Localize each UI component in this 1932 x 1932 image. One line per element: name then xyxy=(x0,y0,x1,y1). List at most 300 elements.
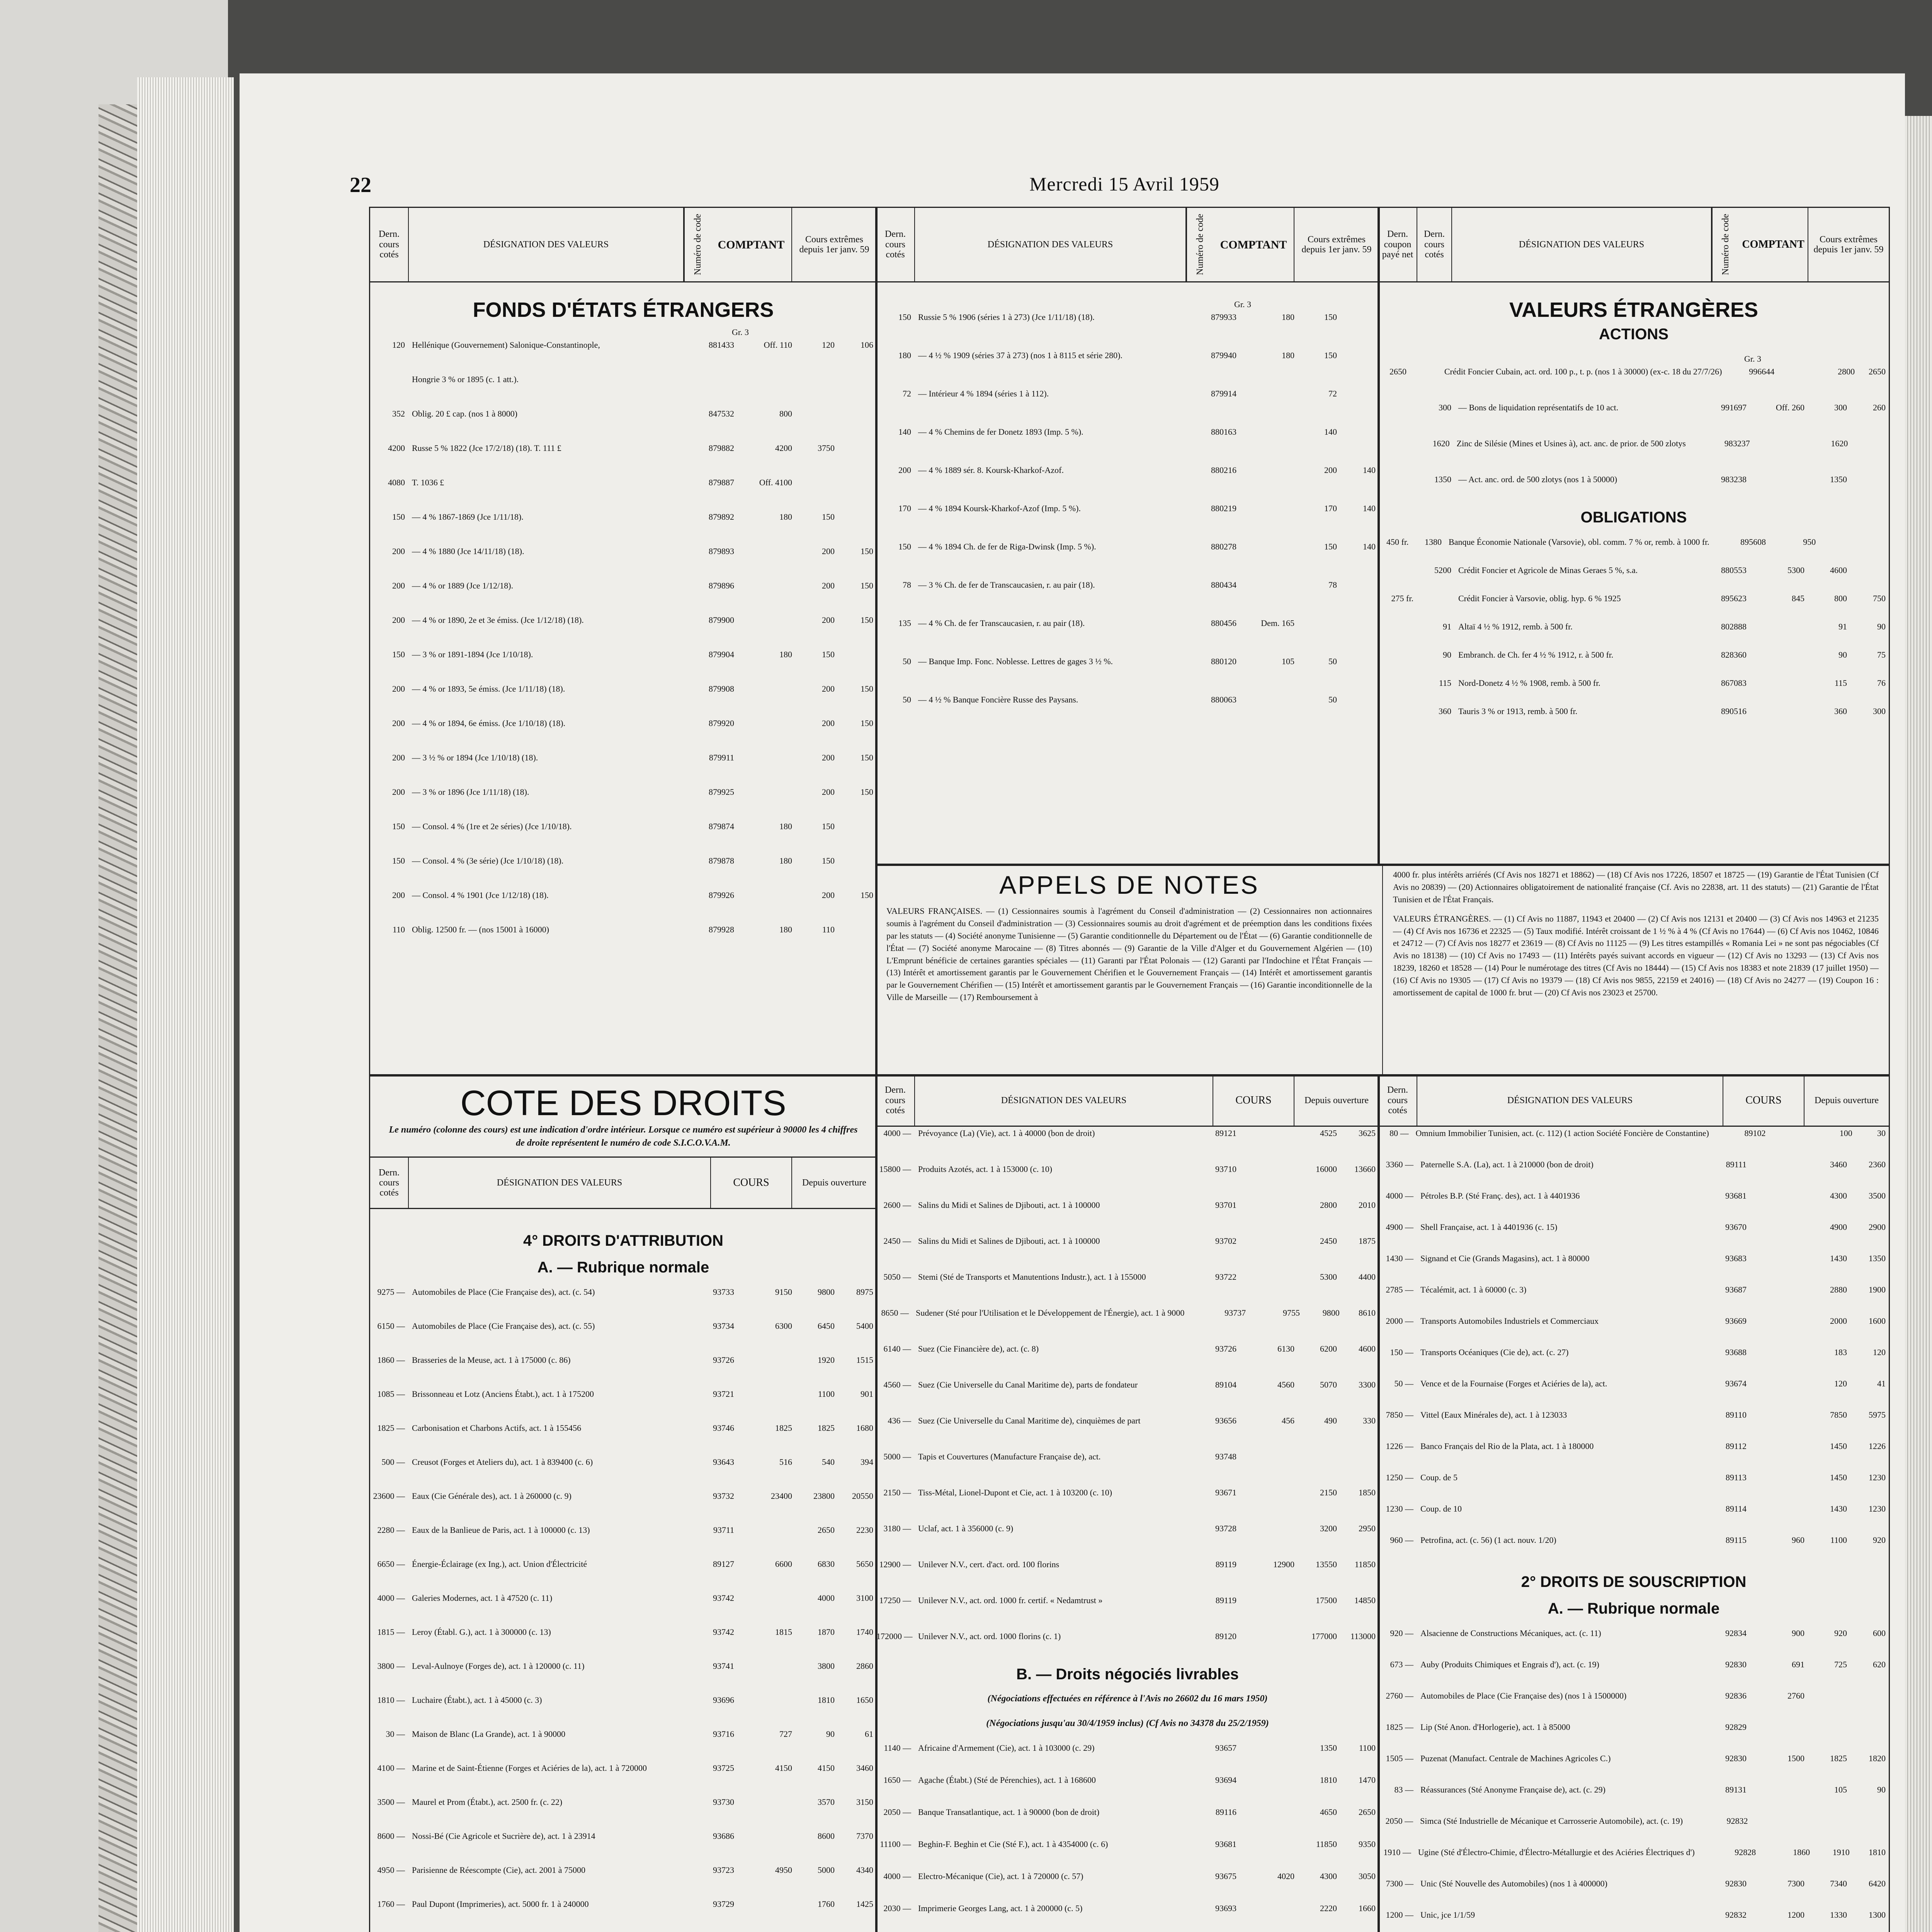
code-cell: 93710 xyxy=(1215,1164,1236,1174)
comptant-cell: Off. 260 xyxy=(1776,403,1804,412)
designation-cell: — 4 ½ % Banque Foncière Russe des Paysans. xyxy=(918,695,1078,704)
dern-cours-cell: 91 xyxy=(1443,622,1451,631)
designation-cell: Sudener (Sté pour l'Utilisation et le Développement de l'Énergie), act. 1 à 9000 xyxy=(915,1308,1185,1318)
table-row xyxy=(1379,1815,1889,1827)
plus-bas-cell: 5975 xyxy=(1869,1410,1886,1420)
designation-cell: Hongrie 3 % or 1895 (c. 1 att.). xyxy=(412,374,519,384)
plus-haut-cell: 360 xyxy=(1834,706,1847,716)
designation-cell: Luchaire (Étabt.), act. 1 à 45000 (c. 3) xyxy=(412,1695,542,1705)
code-cell: 828360 xyxy=(1721,650,1747,660)
designation-cell: Auby (Produits Chimiques et Engrais d'), act. (c. 19) xyxy=(1420,1660,1599,1669)
designation-cell: Ugine (Sté d'Électro-Chimie, d'Électro-Métallurgie et des Aciéries Électriques d') xyxy=(1418,1847,1695,1857)
dern-cours-cell: 4950 — xyxy=(377,1865,405,1875)
dern-cours-cell: 50 xyxy=(903,695,911,704)
dern-cours-cell: 172000 — xyxy=(876,1631,913,1641)
plus-haut-cell xyxy=(792,373,835,386)
notes-etrangeres: VALEURS ÉTRANGÈRES. — (1) Cf Avis no 11887, 11943 et 20400 — (2) Cf Avis nos 12131 et 20400 — (3) Cf Avis nos 14963 et 21235 — (4) Cf Avis nos 16736 et 22325 — (5) Taux modifié. Intérêt croissant de 1 ½ % à 4 % (Cf Avis no 17644) — (6) Cf Avis nos 10462, 10846 et 24712 — (7) Cf Avis nos 18277 et 23619 — (8) Cf Avis no 11125 — (9) Les titres estampillés « Romania Lei » ne sont pas négociables (Cf Avis no 18138) — (10) Cf Avis no 17493 — (11) Intérêts payés suivant accords en vigueur — (12) Cf Avis no 13293 — (13) Cf Avis nos 18239, 18260 et 18528 — (14) Pour le numérotage des titres (Cf Avis no 18444) — (15) Cf Avis nos 18383 et note 21839 (17 juillet 1950) — (16) Cf Avis no 19305 — (17) Cf Avis no 19379 — (18) Cf Avis nos 9855, 22159 et 24016) — (18) Cf Avis no 24277 — (19) Coupon 16 : amortissement de capital de 1000 fr. brut — (20) Cf Avis nos 23023 et 25700. xyxy=(1393,913,1879,998)
group-label xyxy=(1379,352,1889,365)
designation-cell: Brasseries de la Meuse, act. 1 à 175000 (c. 86) xyxy=(412,1355,571,1365)
code-cell: 991697 xyxy=(1721,403,1747,412)
code-cell: 92830 xyxy=(1725,1879,1747,1888)
rows xyxy=(370,338,876,936)
plus-bas-cell: 1300 xyxy=(1869,1910,1886,1920)
plus-haut-cell: 200 xyxy=(822,615,835,625)
comptant-cell xyxy=(1747,1346,1804,1359)
plus-bas-cell xyxy=(835,854,876,867)
plus-bas-cell: 330 xyxy=(1363,1416,1376,1425)
designation-cell: — 3 % or 1891-1894 (Jce 1/10/18). xyxy=(412,650,533,659)
designation-cell: Lip (Sté Anon. d'Horlogerie), act. 1 à 85000 xyxy=(1420,1722,1570,1732)
comptant-cell xyxy=(1236,1806,1294,1818)
plus-bas-cell: 1100 xyxy=(1359,1743,1376,1753)
plus-bas-cell: 3050 xyxy=(1359,1871,1376,1881)
designation-cell: Agache (Étabt.) (Sté de Pérenchies), act. 1 à 168600 xyxy=(918,1775,1096,1785)
header-designation: DÉSIGNATION DES VALEURS xyxy=(915,1075,1213,1126)
designation-cell: Stemi (Sté de Transports et Manutentions Industr.), act. 1 à 155000 xyxy=(918,1272,1146,1282)
designation-cell: Leroy (Établ. G.), act. 1 à 300000 (c. 13) xyxy=(412,1627,551,1637)
plus-haut-cell: 200 xyxy=(1324,465,1337,475)
designation-cell: Paul Dupont (Imprimeries), act. 5000 fr. 1 à 240000 xyxy=(412,1899,589,1909)
plus-haut-cell: 1810 xyxy=(818,1695,835,1705)
plus-haut-cell: 4000 xyxy=(818,1593,835,1603)
comptant-cell xyxy=(1236,1199,1294,1211)
code-cell: 93741 xyxy=(713,1661,734,1671)
comptant-cell: Off. 4100 xyxy=(759,478,792,487)
plus-bas-cell: 20550 xyxy=(852,1491,873,1501)
designation-cell: Prévoyance (La) (Vie), act. 1 à 40000 (bon de droit) xyxy=(918,1128,1095,1138)
header-extremes: Cours extrêmes depuis 1er janv. 59 xyxy=(799,234,869,255)
table-row xyxy=(1379,1502,1889,1515)
code-cell: 89121 xyxy=(1215,1128,1236,1138)
plus-haut-cell: 183 xyxy=(1834,1347,1847,1357)
code-cell: 93725 xyxy=(713,1763,734,1773)
group-text: Gr. 3 xyxy=(1744,354,1761,364)
comptant-cell: 800 xyxy=(779,409,792,418)
comptant-cell xyxy=(1236,1450,1294,1463)
dern-cours-cell: 2000 — xyxy=(1386,1316,1413,1326)
designation-cell: Unic (Sté Nouvelle des Automobiles) (nos 1 à 400000) xyxy=(1420,1879,1607,1888)
code-cell: 879908 xyxy=(709,684,734,694)
dern-cours-cell: 6650 — xyxy=(377,1559,405,1569)
dern-cours-cell: 1085 — xyxy=(377,1389,405,1399)
plus-bas-cell xyxy=(835,442,876,454)
foreign-state-funds-table xyxy=(369,207,878,1077)
comptant-cell xyxy=(734,579,792,592)
plus-haut-cell xyxy=(1804,1721,1847,1733)
plus-haut-cell: 200 xyxy=(822,753,835,762)
plus-bas-cell xyxy=(835,820,876,833)
comptant-cell: Dem. 165 xyxy=(1261,618,1294,628)
section-attribution: 4° DROITS D'ATTRIBUTION xyxy=(523,1232,724,1250)
designation-cell: Hellénique (Gouvernement) Salonique-Constantinople, xyxy=(412,340,600,350)
group-label xyxy=(370,326,876,338)
dern-cours-cell: 200 xyxy=(898,465,911,475)
table-row xyxy=(876,578,1379,591)
comptant-cell xyxy=(734,1830,792,1842)
droits-middle-table xyxy=(875,1074,1380,1932)
plus-bas-cell: 1230 xyxy=(1869,1504,1886,1514)
plus-bas-cell: 2650 xyxy=(1869,367,1886,376)
table-row xyxy=(1379,1534,1889,1546)
table-row xyxy=(370,717,876,730)
plus-bas-cell xyxy=(1337,617,1379,629)
table-row xyxy=(1379,1783,1889,1796)
comptant-cell: 691 xyxy=(1792,1660,1804,1669)
comptant-cell xyxy=(1747,620,1804,633)
table-row xyxy=(876,425,1379,438)
comptant-cell xyxy=(734,1592,792,1604)
table-row xyxy=(1379,437,1889,450)
designation-cell: Crédit Foncier à Varsovie, oblig. hyp. 6 % 1925 xyxy=(1458,594,1621,603)
plus-bas-cell: 150 xyxy=(861,753,873,762)
foreign-securities-table xyxy=(1378,207,1890,866)
designation-cell: — Consol. 4 % 1901 (Jce 1/12/18) (18). xyxy=(412,890,549,900)
plus-haut-cell: 5300 xyxy=(1320,1272,1337,1282)
plus-bas-cell: 8975 xyxy=(856,1287,873,1297)
dern-cours-cell: 1380 xyxy=(1424,537,1442,547)
plus-bas-cell xyxy=(1847,1721,1889,1733)
header-designation: DÉSIGNATION DES VALEURS xyxy=(1417,1075,1723,1126)
rows xyxy=(1379,1127,1889,1546)
comptant-cell: 180 xyxy=(779,821,792,831)
code-cell: 879928 xyxy=(709,925,734,934)
dern-cours-cell: 83 — xyxy=(1394,1785,1413,1794)
table-row xyxy=(876,1838,1379,1850)
designation-cell: — Act. anc. ord. de 500 zlotys (nos 1 à 50000) xyxy=(1458,474,1617,484)
dern-cours-cell: 300 xyxy=(1439,403,1451,412)
dern-cours-cell: 150 xyxy=(392,512,405,522)
table-row xyxy=(370,1660,876,1672)
comptant-cell: 6300 xyxy=(775,1321,792,1331)
notes-title: APPELS DE NOTES xyxy=(999,871,1259,899)
plus-haut-cell: 200 xyxy=(822,546,835,556)
dern-cours-cell: 1250 — xyxy=(1386,1473,1413,1482)
designation-cell: Crédit Foncier et Agricole de Minas Geraes 5 %, s.a. xyxy=(1458,565,1638,575)
plus-haut-cell: 150 xyxy=(1324,542,1337,551)
plus-bas-cell: 3150 xyxy=(856,1797,873,1807)
plus-bas-cell: 6420 xyxy=(1869,1879,1886,1888)
designation-cell: Puzenat (Manufact. Centrale de Machines Agricoles C.) xyxy=(1420,1753,1611,1763)
designation-cell: — 4 % Ch. de fer Transcaucasien, r. au pair (18). xyxy=(918,618,1085,628)
designation-cell: Produits Azotés, act. 1 à 153000 (c. 10) xyxy=(918,1164,1053,1174)
dern-cours-cell: 4200 xyxy=(388,443,405,453)
code-cell: 93730 xyxy=(713,1797,734,1807)
plus-bas-cell: 11850 xyxy=(1354,1560,1376,1569)
table-row xyxy=(1379,1189,1889,1202)
table-row xyxy=(1379,1252,1889,1265)
plus-bas-cell: 1680 xyxy=(856,1423,873,1433)
plus-haut-cell: 105 xyxy=(1834,1785,1847,1794)
table-row xyxy=(370,889,876,901)
dern-cours-cell: 8650 — xyxy=(881,1308,909,1318)
plus-haut-cell: 1430 xyxy=(1830,1504,1847,1514)
code-cell: 880434 xyxy=(1211,580,1236,590)
designation-cell: Crédit Foncier Cubain, act. ord. 100 p., t. p. (nos 1 à 30000) (ex-c. 18 du 27/7/26) xyxy=(1444,367,1722,376)
designation-cell: Altaï 4 ½ % 1912, remb. à 500 fr. xyxy=(1458,622,1573,631)
table-row xyxy=(1379,473,1889,486)
plus-bas-cell xyxy=(1337,425,1379,438)
dern-cours-cell: 436 — xyxy=(888,1416,911,1425)
page-number: 22 xyxy=(350,173,371,197)
table-header xyxy=(876,1075,1379,1127)
comptant-cell xyxy=(734,717,792,730)
comptant-cell xyxy=(1236,578,1294,591)
dern-cours-cell: 2050 — xyxy=(883,1807,911,1817)
dern-cours-cell: 12900 — xyxy=(879,1560,911,1569)
plus-haut-cell: 1450 xyxy=(1830,1441,1847,1451)
table-row xyxy=(370,1354,876,1366)
table-row xyxy=(370,1490,876,1502)
code-cell: 89119 xyxy=(1215,1560,1236,1569)
designation-cell: Brissonneau et Lotz (Anciens Étabt.), act. 1 à 175200 xyxy=(412,1389,594,1399)
code-cell: 983237 xyxy=(1724,439,1750,448)
plus-haut-cell: 4300 xyxy=(1830,1191,1847,1201)
comptant-cell: 4020 xyxy=(1277,1871,1294,1881)
plus-haut-cell: 200 xyxy=(822,890,835,900)
code-cell: 89115 xyxy=(1725,1535,1747,1545)
table-row xyxy=(1379,1877,1889,1890)
designation-cell: — 4 % 1867-1869 (Jce 1/11/18). xyxy=(412,512,524,522)
designation-cell: Salins du Midi et Salines de Djibouti, act. 1 à 100000 xyxy=(918,1200,1100,1210)
plus-haut-cell: 200 xyxy=(822,718,835,728)
comptant-cell: 900 xyxy=(1792,1628,1804,1638)
plus-haut-cell: 1620 xyxy=(1831,439,1848,448)
table-row xyxy=(876,1414,1379,1427)
code-cell: 880219 xyxy=(1211,503,1236,513)
table-row xyxy=(1379,620,1889,633)
plus-bas-cell: 14850 xyxy=(1354,1595,1376,1605)
table-row xyxy=(876,1127,1379,1139)
plus-bas-cell xyxy=(1337,1450,1379,1463)
plus-bas-cell: 76 xyxy=(1877,678,1886,688)
designation-cell: Nossi-Bé (Cie Agricole et Sucrière de), act. 1 à 23914 xyxy=(412,1831,595,1841)
dern-cours-cell: 150 xyxy=(392,821,405,831)
dern-cours-cell: 17250 — xyxy=(879,1595,911,1605)
comptant-cell xyxy=(1747,1315,1804,1327)
plus-bas-cell: 1600 xyxy=(1869,1316,1886,1326)
section-b-note: (Négociations effectuées en référence à l'Avis no 26602 du 16 mars 1950) xyxy=(987,1694,1268,1704)
plus-bas-cell: 30 xyxy=(1877,1128,1886,1138)
dern-cours-cell: 1505 — xyxy=(1386,1753,1413,1763)
dern-cours-cell: 1825 — xyxy=(377,1423,405,1433)
code-cell: 89104 xyxy=(1215,1380,1236,1389)
plus-haut-cell: 9800 xyxy=(818,1287,835,1297)
code-cell: 880278 xyxy=(1211,542,1236,551)
code-cell: 93669 xyxy=(1725,1316,1747,1326)
plus-bas-cell: 150 xyxy=(861,718,873,728)
designation-cell: Transports Océaniques (Cie de), act. (c. 27) xyxy=(1420,1347,1569,1357)
plus-haut-cell xyxy=(1804,1689,1847,1702)
comptant-cell xyxy=(1747,1783,1804,1796)
comptant-cell: 6600 xyxy=(775,1559,792,1569)
dern-cours-cell: 23600 — xyxy=(373,1491,405,1501)
comptant-cell xyxy=(734,1524,792,1536)
comptant-cell xyxy=(1236,1235,1294,1247)
designation-cell: Automobiles de Place (Cie Française des), act. (c. 55) xyxy=(412,1321,595,1331)
designation-cell: Parisienne de Réescompte (Cie), act. 2001 à 75000 xyxy=(412,1865,586,1875)
code-cell: 879933 xyxy=(1211,312,1236,322)
comptant-cell xyxy=(1747,677,1804,689)
designation-cell: Coup. de 5 xyxy=(1420,1473,1458,1482)
plus-bas-cell: 1350 xyxy=(1869,1253,1886,1263)
code-cell: 879887 xyxy=(709,478,734,487)
rows xyxy=(876,1127,1379,1643)
plus-haut-cell: 920 xyxy=(1834,1628,1847,1638)
designation-cell: Electro-Mécanique (Cie), act. 1 à 720000 (c. 57) xyxy=(918,1871,1083,1881)
code-cell: 879893 xyxy=(709,546,734,556)
dern-cours-cell: 9275 — xyxy=(377,1287,405,1297)
comptant-cell xyxy=(1236,1774,1294,1786)
code-cell: 89116 xyxy=(1215,1807,1236,1817)
code-cell: 89119 xyxy=(1215,1595,1236,1605)
dern-cours-cell xyxy=(1417,592,1454,605)
dern-cours-cell: 150 xyxy=(898,312,911,322)
table-row xyxy=(1379,1377,1889,1390)
comptant-cell xyxy=(1747,1471,1804,1484)
code-cell: 93693 xyxy=(1215,1903,1236,1913)
table-row xyxy=(1379,705,1889,718)
comptant-cell xyxy=(734,1898,792,1910)
dern-cours-cell: 150 xyxy=(392,650,405,659)
plus-haut-cell: 200 xyxy=(822,684,835,694)
rubrique-normale: A. — Rubrique normale xyxy=(537,1259,709,1276)
code-cell: 93681 xyxy=(1215,1839,1236,1849)
code-cell: 92828 xyxy=(1735,1847,1756,1857)
dern-cours-cell: 135 xyxy=(898,618,911,628)
dern-cours-cell xyxy=(1410,365,1440,378)
rows-souscription xyxy=(1379,1627,1889,1921)
designation-cell: Banque Transatlantique, act. 1 à 90000 (bon de droit) xyxy=(918,1807,1100,1817)
plus-bas-cell: 106 xyxy=(861,340,873,350)
table-row xyxy=(1379,592,1889,605)
header-extremes: Cours extrêmes depuis 1er janv. 59 xyxy=(1813,234,1884,255)
dern-cours-cell: 1810 — xyxy=(377,1695,405,1705)
code-cell: 93733 xyxy=(713,1287,734,1297)
plus-bas-cell: 7370 xyxy=(856,1831,873,1841)
plus-haut-cell: 1100 xyxy=(1830,1535,1847,1545)
comptant-cell: 516 xyxy=(779,1457,792,1467)
designation-cell: — 4 % or 1890, 2e et 3e émiss. (Jce 1/12/18) (18). xyxy=(412,615,584,625)
header-comptant: COMPTANT xyxy=(1213,208,1294,281)
comptant-cell xyxy=(1236,1630,1294,1643)
code-cell: 93687 xyxy=(1725,1285,1747,1294)
comptant-cell xyxy=(1748,1815,1805,1827)
plus-haut-cell: 3800 xyxy=(818,1661,835,1671)
coupon-cell xyxy=(1379,648,1417,661)
plus-haut-cell xyxy=(792,476,835,489)
dern-cours-cell: 200 xyxy=(392,546,405,556)
table-row xyxy=(1379,1127,1889,1139)
plus-haut-cell: 1760 xyxy=(818,1899,835,1909)
table-row xyxy=(876,311,1379,323)
comptant-cell: 4950 xyxy=(775,1865,792,1875)
code-cell: 89113 xyxy=(1725,1473,1747,1482)
code-cell: 93742 xyxy=(713,1593,734,1603)
header-cours: COURS xyxy=(1723,1075,1804,1126)
plus-bas-cell: 1820 xyxy=(1869,1753,1886,1763)
code-cell: 879940 xyxy=(1211,350,1236,360)
table-row xyxy=(370,1320,876,1332)
designation-cell: Eaux (Cie Générale des), act. 1 à 260000 (c. 9) xyxy=(412,1491,571,1501)
plus-haut-cell: 490 xyxy=(1324,1416,1337,1425)
dern-cours-cell: 1226 — xyxy=(1386,1441,1413,1451)
comptant-cell: 4200 xyxy=(775,443,792,453)
comptant-cell: Off. 110 xyxy=(764,340,792,350)
plus-bas-cell: 90 xyxy=(1877,622,1886,631)
designation-cell: Salins du Midi et Salines de Djibouti, act. 1 à 100000 xyxy=(918,1236,1100,1246)
designation-cell: Vence et de la Fournaise (Forges et Aciéries de la), act. xyxy=(1420,1379,1607,1388)
plus-bas-cell: 140 xyxy=(1363,542,1376,551)
plus-bas-cell: 120 xyxy=(1873,1347,1886,1357)
code-cell: 93711 xyxy=(713,1525,734,1535)
group-label xyxy=(876,298,1379,311)
plus-bas-cell: 1470 xyxy=(1359,1775,1376,1785)
dern-cours-cell: 352 xyxy=(392,409,405,418)
table-header xyxy=(1379,1075,1889,1127)
plus-haut-cell: 800 xyxy=(1834,594,1847,603)
plus-bas-cell: 8610 xyxy=(1359,1308,1376,1318)
plus-bas-cell: 150 xyxy=(861,581,873,590)
table-row xyxy=(876,387,1379,400)
plus-bas-cell xyxy=(1847,1815,1889,1827)
table-row xyxy=(1379,1440,1889,1452)
plus-bas-cell xyxy=(835,648,876,661)
dern-cours-cell: 140 xyxy=(898,427,911,437)
designation-cell: — Bons de liquidation représentatifs de 10 act. xyxy=(1458,403,1619,412)
plus-haut-cell: 2800 xyxy=(1838,367,1855,376)
dern-cours-cell xyxy=(370,373,408,386)
table-row xyxy=(1379,564,1889,577)
designation-cell: — 4 % Chemins de fer Donetz 1893 (Imp. 5 %). xyxy=(918,427,1083,437)
plus-bas-cell: 41 xyxy=(1877,1379,1886,1388)
plus-haut-cell: 170 xyxy=(1324,503,1337,513)
cote-title: COTE DES DROITS xyxy=(460,1083,786,1123)
header-extremes: Cours extrêmes depuis 1er janv. 59 xyxy=(1301,234,1372,255)
rows xyxy=(876,311,1379,706)
table-row xyxy=(1379,1408,1889,1421)
plus-bas-cell xyxy=(1337,578,1379,591)
designation-cell: Leval-Aulnoye (Forges de), act. 1 à 120000 (c. 11) xyxy=(412,1661,585,1671)
plus-bas-cell xyxy=(835,476,876,489)
code-cell: 93643 xyxy=(713,1457,734,1467)
designation-cell: Embranch. de Ch. fer 4 ½ % 1912, r. à 500 fr. xyxy=(1458,650,1614,660)
header-dern-cours: Dern. cours cotés xyxy=(370,208,409,281)
code-cell: 867083 xyxy=(1721,678,1747,688)
plus-bas-cell: 4400 xyxy=(1359,1272,1376,1282)
header-dern-cours: Dern. cours cotés xyxy=(370,1158,409,1208)
table-row xyxy=(370,1898,876,1910)
code-cell: 895608 xyxy=(1740,537,1766,547)
rows-b xyxy=(876,1742,1379,1932)
header-cours: COURS xyxy=(711,1158,792,1208)
code-cell: 93681 xyxy=(1725,1191,1747,1201)
code-cell: 93726 xyxy=(713,1355,734,1365)
dern-cours-cell: 120 xyxy=(392,340,405,350)
comptant-cell xyxy=(734,373,792,386)
plus-bas-cell xyxy=(1337,349,1379,362)
code-cell: 89111 xyxy=(1726,1160,1747,1169)
plus-haut-cell: 150 xyxy=(1324,312,1337,322)
plus-bas-cell: 300 xyxy=(1873,706,1886,716)
dern-cours-cell: 4000 — xyxy=(1386,1191,1413,1201)
comptant-cell: 4150 xyxy=(775,1763,792,1773)
table-row xyxy=(370,1864,876,1876)
table-row xyxy=(370,751,876,764)
plus-haut-cell: 2450 xyxy=(1320,1236,1337,1246)
coupon-cell xyxy=(1379,705,1417,718)
plus-haut-cell: 540 xyxy=(822,1457,835,1467)
coupon-cell: 450 fr. xyxy=(1386,537,1409,547)
